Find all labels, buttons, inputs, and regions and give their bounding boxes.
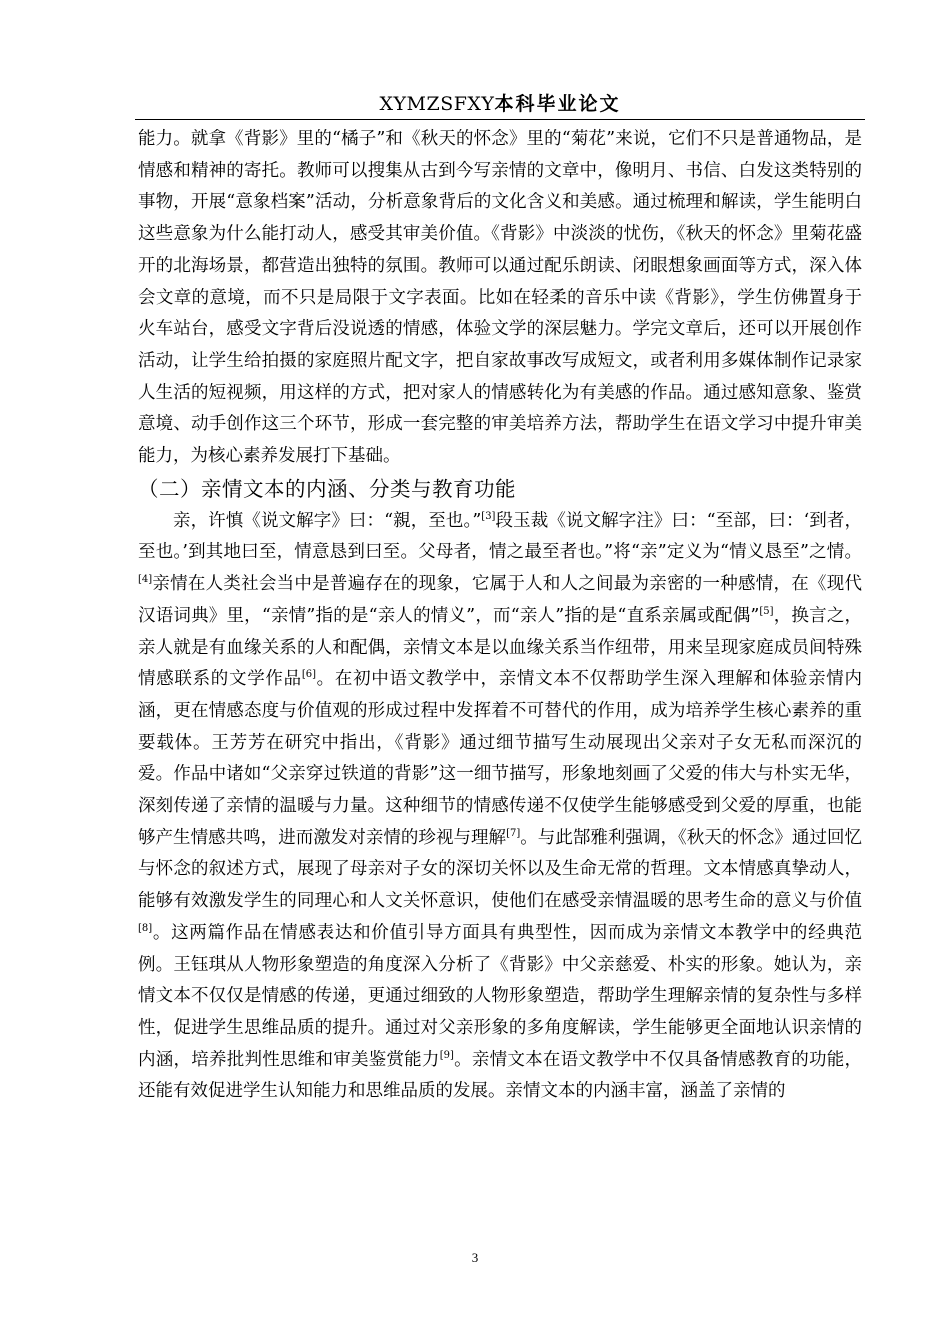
citation-ref: [3] [481, 510, 496, 522]
paragraph-text: 。与此郜雅利强调，《秋天的怀念》通过回忆与怀念的叙述方式，展现了母亲对子女的深切关怀以及生命无常的哲理。文本情感真挚动人，能够有效激发学生的同理心和人文关怀意识，使他们在感受亲情温暖的思考生命的意义与价值 [138, 827, 863, 912]
paragraph-continued: 能力。就拿《背影》里的“橘子”和《秋天的怀念》里的“菊花”来说，它们不只是普通物品，是情感和精神的寄托。教师可以搜集从古到今写亲情的文章中，像明月、书信、白发这类特别的事物，开展“意象档案”活动，分析意象背后的文化含义和美感。通过梳理和解读，学生能明白这些意象为什么能打动人，感受其审美价值。《背影》中淡淡的忧伤，《秋天的怀念》里菊花盛开的北海场景，都营造出独特的氛围。教师可以通过配乐朗读、闭眼想象画面等方式，深入体会文章的意境，而不只是局限于文字表面。比如在轻柔的音乐中读《背影》，学生仿佛置身于火车站台，感受文字背后没说透的情感，体验文学的深层魅力。学完文章后，还可以开展创作活动，让学生给拍摄的家庭照片配文字，把自家故事改写成短文，或者利用多媒体制作记录家人生活的短视频，用这样的方式，把对家人的情感转化为有美感的作品。通过感知意象、鉴赏意境、动手创作这三个环节，形成一套完整的审美培养方法，帮助学生在语文学习中提升审美能力，为核心素养发展打下基础。 [138, 129, 862, 467]
header-abbreviation: XYMZSFXY [379, 93, 495, 115]
header-rule [135, 119, 865, 120]
citation-ref: [9] [439, 1049, 454, 1061]
citation-ref: [8] [138, 922, 153, 934]
page-number: 3 [471, 1250, 479, 1265]
paragraph-text: 。亲情文本在语文教学中不仅具备情感教育的功能，还能有效促进学生认知能力和思维品质的发展。亲情文本的内涵丰富，涵盖了亲情的 [138, 1049, 863, 1102]
paragraph-text: 。这两篇作品在情感表达和价值引导方面具有典型性，因而成为亲情文本教学中的经典范例。王钰琪从人物形象塑造的角度深入分析了《背影》中父亲慈爱、朴实的形象。她认为，亲情文本不仅仅是情感的传递，更通过细致的人物形象塑造，帮助学生理解亲情的复杂性与多样性，促进学生思维品质的提升。通过对父亲形象的多角度解读，学生能够更全面地认识亲情的内涵，培养批判性思维和审美鉴赏能力 [138, 922, 862, 1070]
page-header [135, 92, 865, 116]
paragraph-text: 亲情在人类社会当中是普遍存在的现象，它属于人和人之间最为亲密的一种感情，在《现代汉语词典》里，“亲情”指的是“亲人的情义”，而“亲人”指的是“直系亲属或配偶” [138, 574, 862, 626]
section-heading: （二）亲情文本的内涵、分类与教育功能 [138, 476, 516, 501]
citation-ref: [5] [759, 605, 774, 617]
paragraph-text: 。在初中语文教学中，亲情文本不仅帮助学生深入理解和体验亲情内涵，更在情感态度与价值观的形成过程中发挥着不可替代的作用，成为培养学生核心素养的重要载体。王芳芳在研究中指出，《背影》通过细节描写生动展现出父亲对子女无私而深沉的爱。作品中诸如“父亲穿过铁道的背影”这一细节描写，形象地刻画了父爱的伟大与朴实无华，深刻传递了亲情的温暖与力量。这种细节的情感传递不仅使学生能够感受到父爱的厚重，也能够产生情感共鸣，进而激发对亲情的珍视与理解 [138, 669, 863, 848]
citation-ref: [6] [301, 669, 316, 681]
header-title: 本科毕业论文 [494, 93, 621, 115]
paragraph-text: ，换言之，亲人就是有血缘关系的人和配偶，亲情文本是以血缘关系当作纽带，用来呈现家庭成员间特殊情感联系的文学作品 [138, 605, 863, 690]
paragraph-text: 亲，许慎《说文解字》曰：“親，至也。” [173, 510, 482, 531]
body-text [138, 124, 862, 1108]
paragraph-kinship [138, 506, 862, 1108]
paragraph-text: 段玉裁《说文解字注》曰：“至部，曰：‘到者，至也。’到其地曰至，情意恳到曰至。父母者，情之最至者也。”将“亲”定义为“情义恳至”之情。 [138, 510, 862, 563]
citation-ref: [4] [138, 574, 153, 586]
citation-ref: [7] [506, 827, 521, 839]
